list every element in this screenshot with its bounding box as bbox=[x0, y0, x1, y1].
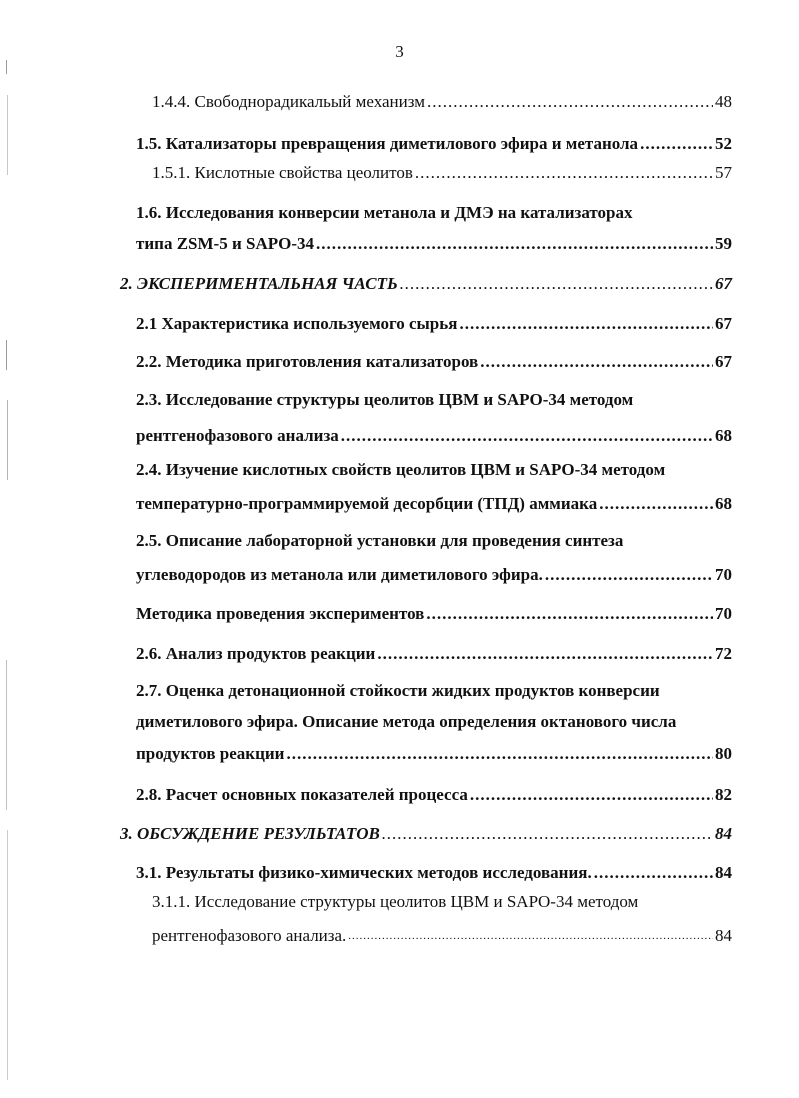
toc-label: 1.5.1. Кислотные свойства цеолитов bbox=[152, 163, 413, 182]
dot-leader bbox=[545, 565, 713, 585]
dot-leader bbox=[348, 924, 713, 946]
toc-entry-1-4-4[interactable] bbox=[152, 90, 732, 112]
toc-page: 68 bbox=[715, 426, 732, 445]
toc-entry-2-7[interactable] bbox=[136, 742, 732, 764]
toc-entry-2-8[interactable] bbox=[136, 783, 732, 805]
toc-entry-1-5-1[interactable] bbox=[152, 161, 732, 183]
toc-entry-2-3[interactable] bbox=[136, 424, 732, 446]
toc-page: 67 bbox=[715, 274, 732, 293]
toc-page: 72 bbox=[715, 644, 732, 663]
toc-entry-2-3-line1[interactable]: 2.3. Исследование структуры цеолитов ЦВМ и SAPO-34 методом bbox=[136, 390, 634, 409]
toc-label: типа ZSM-5 и SAPO-34 bbox=[136, 234, 314, 253]
toc-entry-2-7-line2[interactable]: диметилового эфира. Описание метода определения октанового числа bbox=[136, 712, 677, 731]
toc-label: продуктов реакции bbox=[136, 744, 285, 763]
toc-entry-2-6[interactable] bbox=[136, 642, 732, 664]
toc-entry-2-5[interactable] bbox=[136, 563, 732, 585]
toc-page: 67 bbox=[715, 352, 732, 371]
dot-leader bbox=[400, 274, 713, 294]
toc-page: 84 bbox=[715, 926, 732, 945]
dot-leader bbox=[599, 494, 713, 514]
scan-artifact bbox=[7, 400, 8, 480]
dot-leader bbox=[415, 163, 713, 183]
dot-leader bbox=[316, 234, 713, 254]
dot-leader bbox=[286, 744, 713, 764]
toc-page: 59 bbox=[715, 234, 732, 253]
toc-label: 2.1 Характеристика используемого сырья bbox=[136, 314, 458, 333]
toc-page: 68 bbox=[715, 494, 732, 513]
toc-page: 84 bbox=[715, 824, 732, 843]
toc-entry-1-6[interactable] bbox=[136, 232, 732, 254]
toc-label: 3. ОБСУЖДЕНИЕ РЕЗУЛЬТАТОВ bbox=[120, 824, 380, 843]
toc-page: 52 bbox=[715, 134, 732, 153]
toc-entry-3-1-1-line1[interactable]: 3.1.1. Исследование структуры цеолитов ЦВМ и SAPO-34 методом bbox=[152, 892, 639, 911]
scan-artifact bbox=[6, 60, 7, 74]
dot-leader bbox=[594, 863, 713, 883]
dot-leader bbox=[382, 824, 713, 844]
toc-entry-2-4-line1[interactable]: 2.4. Изучение кислотных свойств цеолитов ЦВМ и SAPO-34 методом bbox=[136, 460, 666, 479]
toc-label: 2. ЭКСПЕРИМЕНТАЛЬНАЯ ЧАСТЬ bbox=[120, 274, 398, 293]
dot-leader bbox=[470, 785, 713, 805]
toc-label: Методика проведения экспериментов bbox=[136, 604, 425, 623]
toc-entry-3-1-1[interactable] bbox=[152, 924, 732, 946]
toc-entry-2-1[interactable] bbox=[136, 312, 732, 334]
dot-leader bbox=[377, 644, 713, 664]
toc-label: углеводородов из метанола или диметилового эфира. bbox=[136, 565, 543, 584]
toc-entry-2-2[interactable] bbox=[136, 350, 732, 372]
scan-artifact bbox=[6, 340, 7, 370]
toc-label: рентгенофазового анализа bbox=[136, 426, 339, 445]
toc-page: 57 bbox=[715, 163, 732, 182]
dot-leader bbox=[341, 426, 713, 446]
toc-entry-3-1[interactable] bbox=[136, 861, 732, 883]
toc-label: рентгенофазового анализа. bbox=[152, 926, 347, 945]
toc-page: 84 bbox=[715, 863, 732, 882]
toc-entry-1-6-line1[interactable]: 1.6. Исследования конверсии метанола и ДМЭ на катализаторах bbox=[136, 203, 633, 222]
toc-entry-methodology[interactable] bbox=[136, 602, 732, 624]
toc-label: температурно-программируемой десорбции (ТПД) аммиака bbox=[136, 494, 598, 513]
toc-entry-2-7-line1[interactable]: 2.7. Оценка детонационной стойкости жидких продуктов конверсии bbox=[136, 681, 660, 700]
scan-artifact bbox=[6, 660, 7, 810]
scan-artifact bbox=[7, 95, 8, 175]
toc-label: 3.1. Результаты физико-химических методов исследования. bbox=[136, 863, 592, 882]
toc-page: 67 bbox=[715, 314, 732, 333]
toc-entry-1-5[interactable] bbox=[136, 132, 732, 154]
dot-leader bbox=[640, 134, 713, 154]
toc-chapter-3[interactable] bbox=[120, 822, 732, 844]
toc-page: 70 bbox=[715, 565, 732, 584]
scan-artifact bbox=[7, 830, 8, 1080]
toc-label: 1.4.4. Свободнорадикальый механизм bbox=[152, 92, 425, 111]
toc-page: 70 bbox=[715, 604, 732, 623]
toc-entry-2-5-line1[interactable]: 2.5. Описание лабораторной установки для проведения синтеза bbox=[136, 531, 624, 550]
toc-label: 2.6. Анализ продуктов реакции bbox=[136, 644, 376, 663]
dot-leader bbox=[427, 92, 713, 112]
toc-label: 2.2. Методика приготовления катализаторов bbox=[136, 352, 479, 371]
toc-label: 1.5. Катализаторы превращения диметилового эфира и метанола bbox=[136, 134, 639, 153]
dot-leader bbox=[480, 352, 713, 372]
toc-page: 82 bbox=[715, 785, 732, 804]
page-number: 3 bbox=[395, 42, 404, 61]
dot-leader bbox=[459, 314, 713, 334]
toc-page: 80 bbox=[715, 744, 732, 763]
toc-page: 48 bbox=[715, 92, 732, 111]
dot-leader bbox=[426, 604, 713, 624]
toc-entry-2-4[interactable] bbox=[136, 492, 732, 514]
toc-chapter-2[interactable] bbox=[120, 272, 732, 294]
toc-label: 2.8. Расчет основных показателей процесса bbox=[136, 785, 468, 804]
